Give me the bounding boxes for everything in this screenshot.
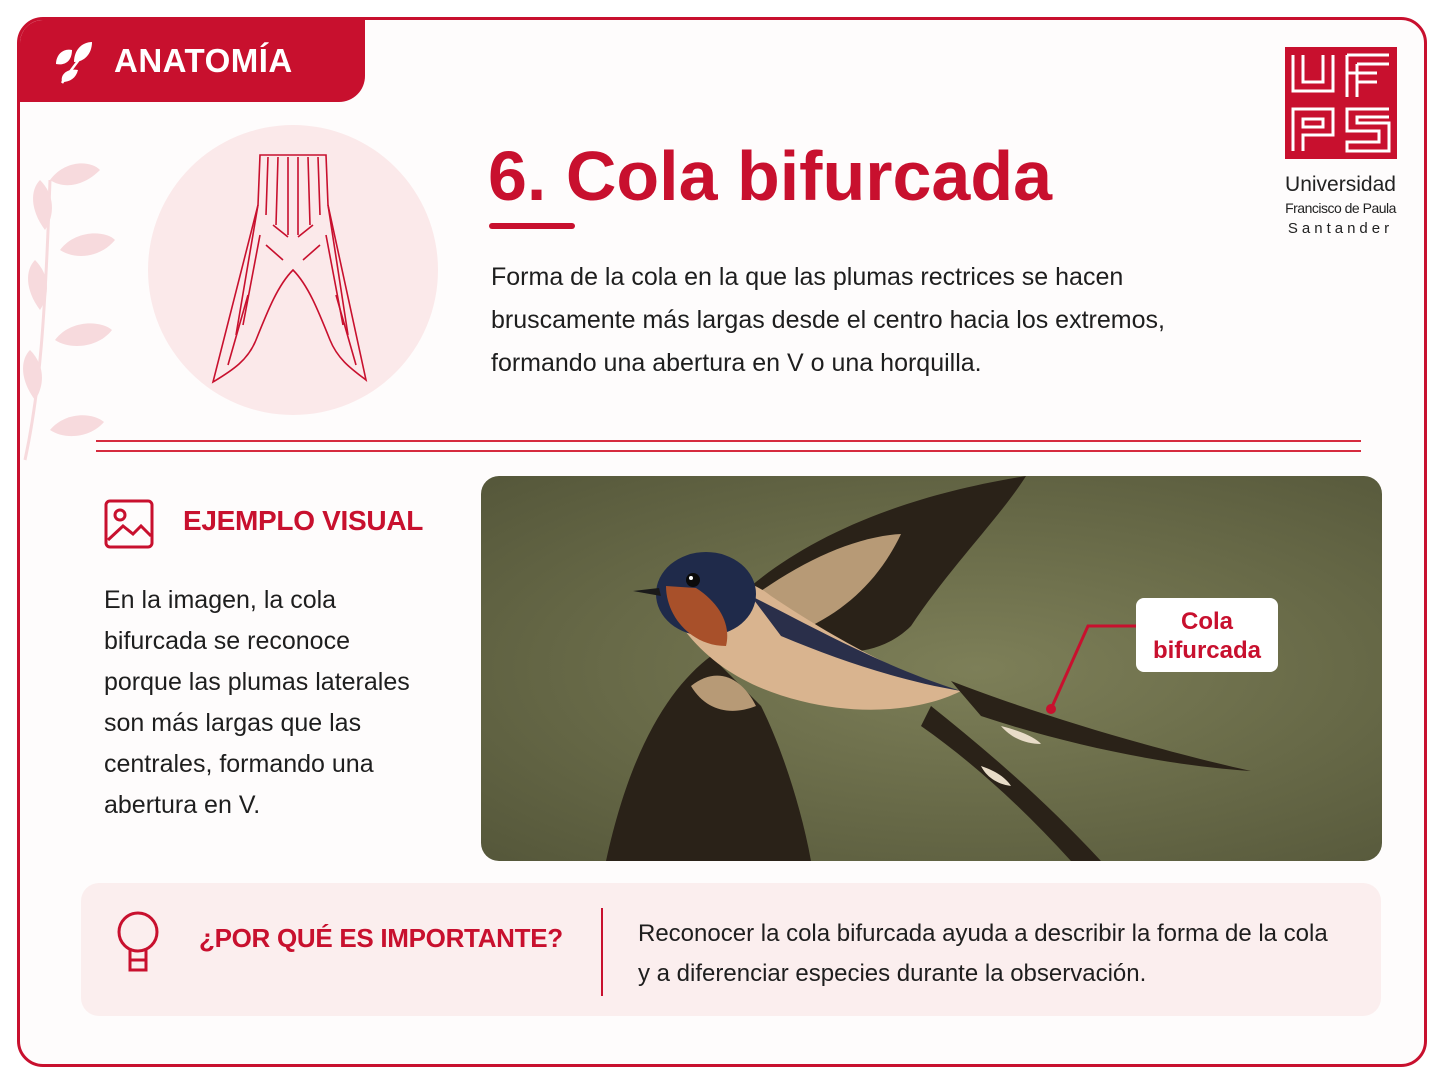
university-logo — [1278, 47, 1403, 237]
logo-subtitle: Francisco de Paula — [1285, 200, 1396, 216]
logo-subtitle-2: Santander — [1287, 220, 1394, 237]
category-label: ANATOMÍA — [114, 42, 293, 79]
category-tab — [20, 20, 365, 102]
lightbulb-icon — [115, 910, 161, 974]
logo-university-name: Universidad — [1285, 173, 1396, 196]
tail-callout-label — [1136, 598, 1278, 672]
forked-tail-icon — [148, 125, 438, 415]
ufps-logo-mark — [1285, 47, 1397, 159]
infographic-card — [17, 17, 1427, 1067]
importance-heading: ¿POR QUÉ ES IMPORTANTE? — [199, 923, 563, 953]
section-divider-top — [96, 440, 1361, 442]
section-divider-bottom — [96, 450, 1361, 452]
swallow-photo — [481, 476, 1382, 861]
importance-box — [81, 883, 1381, 1016]
tail-illustration — [148, 125, 438, 415]
importance-text: Reconocer la cola bifurcada ayuda a describir la forma de la cola y a diferenciar especies durante la observación. — [638, 920, 1328, 987]
image-icon — [103, 498, 155, 550]
example-text: En la imagen, la cola bifurcada se reconoce porque las plumas laterales son más largas que las centrales, formando una abertura en V. — [104, 586, 410, 819]
definition-text: Forma de la cola en la que las plumas rectrices se hacen bruscamente más largas desde el centro hacia los extremos, formando una abertura en V o una horquilla. — [491, 263, 1165, 377]
page-title: 6. Cola bifurcada — [488, 137, 1053, 215]
callout-line-1: Cola — [1180, 608, 1233, 635]
decorative-branch-icon — [20, 140, 130, 470]
title-underline — [489, 223, 575, 229]
example-heading: EJEMPLO VISUAL — [183, 505, 424, 536]
importance-separator — [601, 908, 603, 996]
callout-line-2: bifurcada — [1152, 637, 1262, 664]
leaf-icon — [48, 36, 98, 86]
